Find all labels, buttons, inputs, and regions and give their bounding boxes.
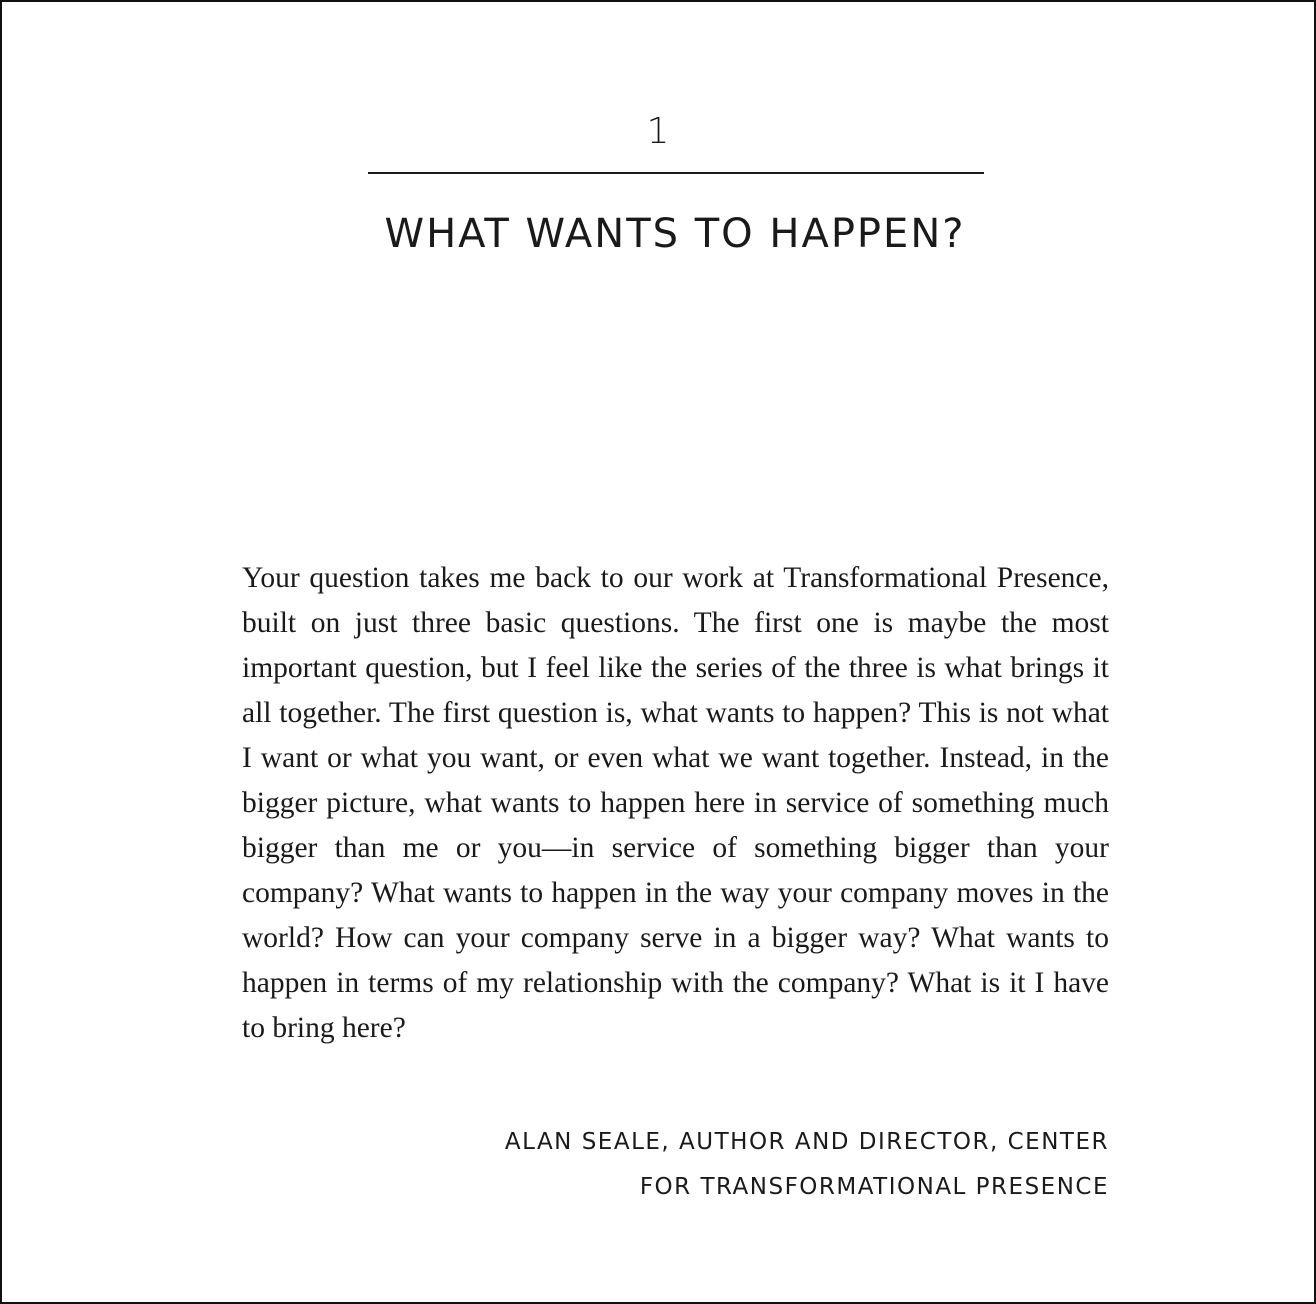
chapter-title: WHAT WANTS TO HAPPEN? bbox=[384, 211, 966, 257]
attribution-line-2: FOR TRANSFORMATIONAL PRESENCE bbox=[639, 1174, 1109, 1200]
chapter-number: 1 bbox=[646, 111, 670, 152]
chapter-divider bbox=[368, 172, 984, 174]
quote-attribution bbox=[242, 1120, 1109, 1210]
attribution-line-1: ALAN SEALE, AUTHOR AND DIRECTOR, CENTER bbox=[504, 1129, 1109, 1155]
quote-paragraph: Your question takes me back to our work at Transformational Presence, built on just three basic questions. The first one is maybe the most important question, but I feel like the series of the three is what brings it all together. The first question is, what wants to happen? This is not what I want or what you want, or even what we want together. Instead, in the bigger picture, what wants to happen here in service of something much bigger than me or you—in service of something bigger than your company? What wants to happen in the way your company moves in the world? How can your company serve in a bigger way? What wants to happen in terms of my relationship with the company? What is it I have to bring here? bbox=[242, 562, 1109, 1044]
